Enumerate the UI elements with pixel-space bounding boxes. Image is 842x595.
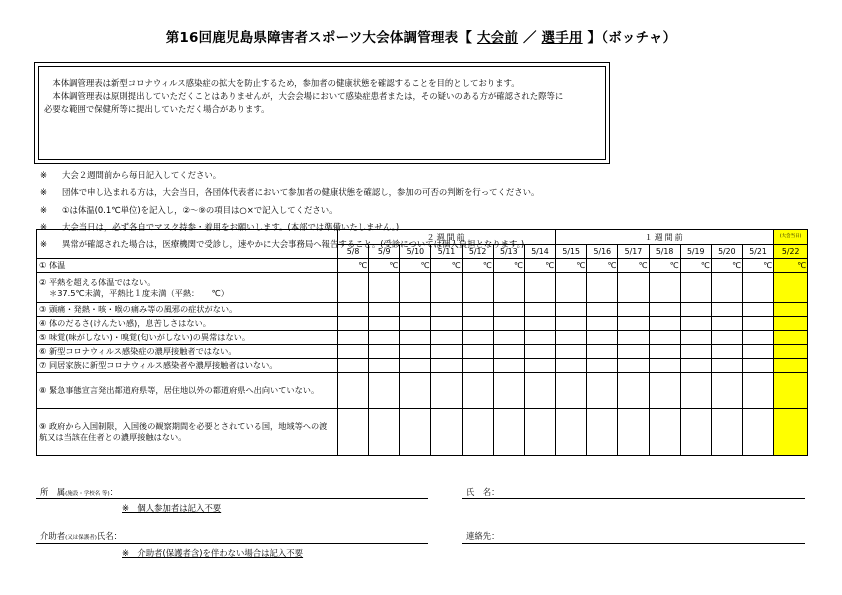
check-cell[interactable] [556, 317, 587, 331]
check-cell[interactable] [369, 345, 400, 359]
notice-line: 本体調管理表は新型コロナウィルス感染症の拡大を防止するため，参加者の健康状態を確認することを目的としております。 [44, 78, 520, 88]
check-cell[interactable] [618, 359, 649, 373]
check-cell[interactable] [400, 331, 431, 345]
check-cell[interactable] [493, 317, 524, 331]
instruction-item: ※ 大会当日は，必ず各自でマスク持参・着用をお願いします。(本部では準備いたしません。) [40, 221, 400, 232]
contact-line [462, 543, 805, 544]
date-header: 5/10 [400, 245, 431, 259]
item-label-text: ② 平熱を超える体温ではない。 [39, 276, 156, 287]
check-cell[interactable] [493, 409, 524, 456]
check-cell[interactable] [524, 331, 555, 345]
check-cell[interactable] [338, 331, 369, 345]
check-cell-day[interactable] [774, 303, 808, 317]
check-cell[interactable] [556, 409, 587, 456]
item-row [37, 303, 808, 317]
check-cell[interactable] [742, 409, 773, 456]
item-row [37, 359, 808, 373]
date-header: 5/17 [618, 245, 649, 259]
page-title: 第16回鹿児島県障害者スポーツ大会体調管理表【 大会前 ／ 選手用 】（ボッチャ） [165, 30, 677, 46]
check-cell-day[interactable] [774, 317, 808, 331]
check-cell[interactable] [649, 409, 680, 456]
temperature-cell[interactable]: ℃ [369, 259, 400, 273]
check-cell[interactable] [680, 409, 711, 456]
check-cell[interactable] [587, 303, 618, 317]
check-cell[interactable] [462, 331, 493, 345]
check-cell[interactable] [338, 273, 369, 303]
temperature-cell[interactable]: ℃ [742, 259, 773, 273]
check-cell[interactable] [680, 359, 711, 373]
affiliation-line [36, 498, 428, 499]
helper-note: ※ 介助者(保護者含)を伴わない場合は記入不要 [122, 548, 304, 558]
check-cell[interactable] [369, 303, 400, 317]
group-2weeks-label: ２週間前 [338, 230, 556, 245]
temperature-cell[interactable]: ℃ [556, 259, 587, 273]
check-cell[interactable] [680, 317, 711, 331]
check-cell-day[interactable] [774, 345, 808, 359]
item-label [37, 373, 338, 409]
date-header: 5/16 [587, 245, 618, 259]
check-cell[interactable] [462, 317, 493, 331]
instruction-item: ※ ①は体温(0.1℃単位)を記入し，②～⑨の項目は○×で記入してください。 [40, 204, 338, 215]
check-cell[interactable] [493, 331, 524, 345]
check-cell[interactable] [524, 317, 555, 331]
item-label-text: ⑨ 政府から入国制限，入国後の観察期間を必要とされている国，地域等への渡航又は当該在住者との濃厚接触はない。 [39, 421, 328, 442]
day-of-label [774, 230, 808, 245]
check-cell[interactable] [711, 359, 742, 373]
header-blank [37, 230, 338, 259]
check-cell[interactable] [462, 273, 493, 303]
check-cell[interactable] [524, 345, 555, 359]
temperature-cell[interactable]: ℃ [462, 259, 493, 273]
check-cell[interactable] [649, 359, 680, 373]
item-label [37, 317, 338, 331]
notice-line: 必要な範囲で保健所等に提出していただく場合があります。 [44, 104, 270, 114]
check-cell[interactable] [742, 359, 773, 373]
name-line [462, 498, 805, 499]
check-cell[interactable] [556, 331, 587, 345]
date-header: 5/12 [462, 245, 493, 259]
item-row [37, 345, 808, 359]
check-cell[interactable] [431, 317, 462, 331]
date-header: 5/9 [369, 245, 400, 259]
item-label-text: ③ 頭痛・発熱・咳・喉の痛み等の風邪の症状がない。 [39, 304, 238, 314]
helper-label: 介助者(又は保護者)氏名： [40, 531, 123, 541]
check-cell[interactable] [400, 345, 431, 359]
item-label [37, 303, 338, 317]
check-cell-day[interactable] [774, 273, 808, 303]
item-row [37, 331, 808, 345]
check-cell[interactable] [493, 373, 524, 409]
check-cell[interactable] [649, 273, 680, 303]
check-cell[interactable] [587, 373, 618, 409]
name-label: 氏 名： [466, 487, 500, 497]
check-cell[interactable] [338, 345, 369, 359]
check-cell[interactable] [431, 331, 462, 345]
date-header: 5/19 [680, 245, 711, 259]
check-cell[interactable] [680, 373, 711, 409]
date-header: 5/13 [493, 245, 524, 259]
check-cell[interactable] [680, 345, 711, 359]
check-cell[interactable] [524, 373, 555, 409]
check-cell[interactable] [711, 303, 742, 317]
check-cell[interactable] [711, 409, 742, 456]
group-1week-label: １週間前 [556, 230, 774, 245]
check-cell[interactable] [431, 273, 462, 303]
date-header-day: 5/22 [774, 245, 808, 259]
check-cell[interactable] [649, 317, 680, 331]
check-cell[interactable] [680, 273, 711, 303]
temperature-cell[interactable]: ℃ [711, 259, 742, 273]
item-row [37, 373, 808, 409]
check-cell[interactable] [431, 345, 462, 359]
date-header: 5/11 [431, 245, 462, 259]
check-cell[interactable] [338, 317, 369, 331]
date-header: 5/21 [742, 245, 773, 259]
check-cell[interactable] [711, 273, 742, 303]
check-cell[interactable] [711, 331, 742, 345]
temperature-cell[interactable]: ℃ [493, 259, 524, 273]
check-cell[interactable] [711, 345, 742, 359]
check-cell[interactable] [431, 409, 462, 456]
check-cell[interactable] [680, 303, 711, 317]
check-cell[interactable] [587, 409, 618, 456]
notice-box [34, 62, 610, 164]
check-cell[interactable] [711, 317, 742, 331]
date-header: 5/18 [649, 245, 680, 259]
check-cell[interactable] [742, 345, 773, 359]
title-target: 選手用 [541, 30, 583, 46]
item-label [37, 331, 338, 345]
check-cell[interactable] [649, 331, 680, 345]
check-cell[interactable] [369, 317, 400, 331]
title-stage: 大会前 [476, 30, 519, 46]
check-cell[interactable] [618, 331, 649, 345]
check-cell[interactable] [556, 303, 587, 317]
check-cell[interactable] [587, 273, 618, 303]
date-header: 5/20 [711, 245, 742, 259]
check-cell[interactable] [338, 303, 369, 317]
check-cell[interactable] [618, 303, 649, 317]
check-cell[interactable] [742, 331, 773, 345]
check-cell[interactable] [649, 373, 680, 409]
check-cell-day[interactable] [774, 331, 808, 345]
check-cell[interactable] [742, 273, 773, 303]
instruction-item: ※ 異常が確認された場合は，医療機関で受診し，速やかに大会事務局へ報告すること。(受診については個人負担となります。) [40, 239, 525, 250]
check-cell[interactable] [587, 317, 618, 331]
check-cell[interactable] [338, 359, 369, 373]
check-cell[interactable] [369, 331, 400, 345]
check-cell[interactable] [556, 345, 587, 359]
check-cell[interactable] [556, 273, 587, 303]
item-label [37, 259, 338, 273]
temperature-cell[interactable]: ℃ [618, 259, 649, 273]
check-cell[interactable] [338, 373, 369, 409]
check-cell[interactable] [400, 273, 431, 303]
check-cell[interactable] [618, 373, 649, 409]
instruction-item: ※ 大会２週間前から毎日記入してください。 [40, 170, 222, 180]
temperature-cell[interactable]: ℃ [524, 259, 555, 273]
affiliation-note: ※ 個人参加者は記入不要 [122, 503, 222, 513]
check-cell[interactable] [649, 303, 680, 317]
date-header: 5/14 [524, 245, 555, 259]
temperature-cell[interactable]: ℃ [338, 259, 369, 273]
item-label-text: ⑥ 新型コロナウィルス感染症の濃厚接触者ではない。 [39, 346, 237, 356]
item-row [37, 273, 808, 303]
check-cell[interactable] [587, 331, 618, 345]
temperature-cell[interactable]: ℃ [431, 259, 462, 273]
check-cell[interactable] [711, 373, 742, 409]
temperature-cell-day[interactable]: ℃ [774, 259, 808, 273]
check-cell[interactable] [618, 409, 649, 456]
check-cell[interactable] [680, 331, 711, 345]
item-row [37, 259, 808, 273]
item-label-text: ⑦ 同居家族に新型コロナウィルス感染者や濃厚接触者はいない。 [39, 360, 278, 370]
check-cell[interactable] [742, 373, 773, 409]
check-cell[interactable] [400, 303, 431, 317]
check-cell[interactable] [400, 317, 431, 331]
check-cell[interactable] [587, 359, 618, 373]
check-cell[interactable] [369, 373, 400, 409]
item-row [37, 317, 808, 331]
check-cell[interactable] [462, 359, 493, 373]
check-cell[interactable] [618, 345, 649, 359]
item-label-text: ⑧ 緊急事態宣言発出都道府県等，居住地以外の都道府県へ出向いていない。 [39, 385, 320, 395]
check-cell[interactable] [493, 303, 524, 317]
check-cell[interactable] [493, 273, 524, 303]
temperature-cell[interactable]: ℃ [649, 259, 680, 273]
check-cell[interactable] [400, 409, 431, 456]
check-cell[interactable] [369, 359, 400, 373]
check-cell[interactable] [400, 359, 431, 373]
check-cell[interactable] [400, 373, 431, 409]
notice-line: 本体調管理表は原則提出していただくことはありませんが，大会会場において感染症患者または，その疑いのある方が確認された際等に [44, 91, 564, 101]
day-of-label-text: (大会当日) [779, 234, 802, 239]
check-cell[interactable] [649, 345, 680, 359]
check-cell[interactable] [524, 303, 555, 317]
health-check-table [36, 229, 808, 456]
affiliation-label: 所 属(施設・学校名 等)： [40, 487, 119, 497]
item-label [37, 409, 338, 456]
instruction-item: ※ 団体で申し込まれる方は，大会当日，各団体代表者において参加者の健康状態を確認し，参加の可否の判断を行ってください。 [40, 187, 540, 198]
item-label [37, 345, 338, 359]
header-row [37, 230, 808, 245]
temperature-cell[interactable]: ℃ [680, 259, 711, 273]
item-label-text: ⑤ 味覚(味がしない)・嗅覚(匂いがしない)の異常はない。 [39, 332, 251, 342]
temperature-cell[interactable]: ℃ [587, 259, 618, 273]
check-cell[interactable] [369, 409, 400, 456]
check-cell[interactable] [369, 273, 400, 303]
check-cell[interactable] [493, 359, 524, 373]
check-cell[interactable] [462, 303, 493, 317]
item-sublabel-text: ＊37.5℃未満，平熱比１度未満（平熱： ℃） [49, 287, 229, 298]
temperature-cell[interactable]: ℃ [400, 259, 431, 273]
check-cell[interactable] [524, 359, 555, 373]
check-cell[interactable] [462, 373, 493, 409]
item-label [37, 359, 338, 373]
check-cell[interactable] [742, 303, 773, 317]
check-cell-day[interactable] [774, 409, 808, 456]
check-cell[interactable] [338, 409, 369, 456]
check-cell[interactable] [618, 317, 649, 331]
item-label-text: ① 体温 [39, 260, 66, 270]
check-cell[interactable] [556, 359, 587, 373]
check-cell[interactable] [524, 409, 555, 456]
item-row [37, 409, 808, 456]
check-cell-day[interactable] [774, 373, 808, 409]
helper-line [36, 543, 428, 544]
check-cell[interactable] [493, 345, 524, 359]
check-cell[interactable] [431, 373, 462, 409]
check-cell[interactable] [462, 345, 493, 359]
check-cell[interactable] [587, 345, 618, 359]
check-cell[interactable] [556, 373, 587, 409]
check-cell[interactable] [462, 409, 493, 456]
date-header: 5/15 [556, 245, 587, 259]
item-label [37, 273, 338, 303]
check-cell-day[interactable] [774, 359, 808, 373]
item-label-text: ④ 体のだるさ(けんたい感)，息苦しさはない。 [39, 318, 211, 328]
check-cell[interactable] [431, 359, 462, 373]
date-header: 5/8 [338, 245, 369, 259]
check-cell[interactable] [524, 273, 555, 303]
check-cell[interactable] [618, 273, 649, 303]
check-cell[interactable] [742, 317, 773, 331]
contact-label: 連絡先： [466, 531, 500, 541]
check-cell[interactable] [431, 303, 462, 317]
